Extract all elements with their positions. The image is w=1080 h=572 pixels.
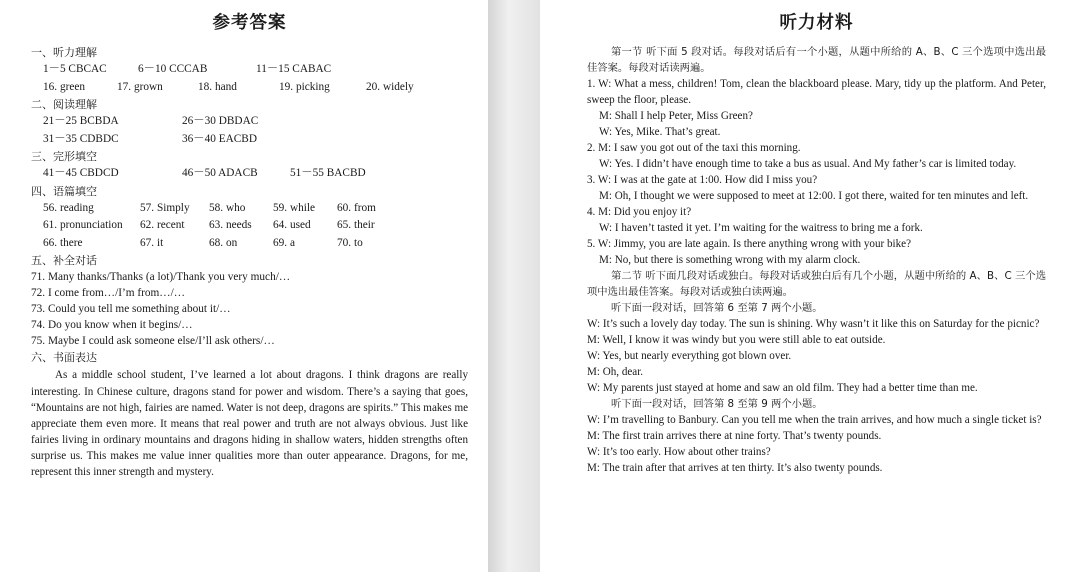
answer-item: 57. Simply — [140, 201, 190, 214]
part1-instructions: 第一节 听下面 5 段对话。每段对话后有一个小题，从题中所给的 A、B、C 三个选项中选出最佳答案。每段对话读两遍。 — [587, 46, 1046, 74]
answer-item: 65. their — [337, 219, 375, 231]
answer-row — [31, 235, 468, 253]
answer-item: 21－25 BCBDA — [43, 115, 119, 127]
answer-row — [31, 217, 468, 235]
answer-row — [31, 61, 468, 79]
answer-row — [31, 165, 468, 183]
answer-item: 62. recent — [140, 219, 185, 231]
question-group-intro: 听下面一段对话，回答第 6 至第 7 两个小题。 — [611, 302, 823, 314]
section-heading-writing: 六、书面表达 — [31, 351, 97, 365]
answer-key-page — [0, 0, 488, 572]
answer-item: 60. from — [337, 201, 376, 214]
answer-item: 70. to — [337, 236, 363, 249]
answer-item: 6－10 CCCAB — [138, 63, 208, 75]
script-line: W: I haven’t tasted it yet. I’m waiting for the waitress to bring me a fork. — [599, 222, 923, 234]
script-line: M: No, but there is something wrong with my alarm clock. — [599, 254, 861, 266]
script-line: M: Well, I know it was windy but you were still able to eat outside. — [587, 334, 886, 346]
page-gutter — [488, 0, 540, 572]
answer-item: 17. grown — [117, 80, 163, 93]
section-heading-cloze: 三、完形填空 — [31, 150, 97, 163]
answer-item: 16. green — [43, 80, 86, 93]
answer-item: 19. picking — [279, 80, 330, 93]
answer-item: 67. it — [140, 236, 164, 249]
script-line: W: I’m travelling to Banbury. Can you tell me when the train arrives, and how much a single ticket is? — [587, 414, 1042, 426]
answer-item: 46－50 ADACB — [182, 167, 258, 179]
answer-row — [31, 200, 468, 218]
section-heading-reading: 二、阅读理解 — [31, 98, 97, 111]
answer-item: 56. reading — [43, 201, 94, 214]
answer-item: 11－15 CABAC — [256, 63, 332, 75]
answer-item: 68. on — [209, 236, 238, 249]
answer-row — [31, 79, 468, 97]
script-line: M: The first train arrives there at nine forty. That’s twenty pounds. — [587, 430, 882, 442]
answer-item: 20. widely — [366, 80, 414, 93]
answer-item: 51－55 BACBD — [290, 167, 366, 179]
script-line: W: Yes, but nearly everything got blown over. — [587, 350, 792, 362]
dialogue-answer: 71. Many thanks/Thanks (a lot)/Thank you very much/… — [31, 271, 291, 283]
answer-item: 36－40 EACBD — [182, 132, 258, 145]
question-group-intro: 听下面一段对话，回答第 8 至第 9 两个小题。 — [611, 398, 823, 410]
essay-paragraph: As a middle school student, I’ve learned a lot about dragons. I think dragons are really interesting. In Chinese culture, dragons stand for power and wisdom. There’s a saying that goes, “Mountains are not high, fairies are named. Water is not deep, dragons are spirits.” This makes me appreciate them even more. It means that real power and truth are not always obvious. Just like fairies living in ordinary mountains and dragons hiding in shallow waters, hidden strengths often surprise us. This makes me value inner qualities more than outer appearance. Dragons, for me, represent this inner strength and mystery. — [31, 369, 468, 479]
answer-item: 66. there — [43, 236, 83, 249]
dialogue-answer: 73. Could you tell me something about it/… — [31, 303, 231, 316]
answer-row — [31, 113, 468, 131]
script-line: 4. M: Did you enjoy it? — [587, 206, 692, 218]
script-line: M: The train after that arrives at ten thirty. It’s also twenty pounds. — [587, 462, 883, 474]
answer-item: 61. pronunciation — [43, 219, 123, 231]
page-title: 听力材料 — [779, 13, 854, 33]
dialogue-answer: 75. Maybe I could ask someone else/I’ll ask others/… — [31, 335, 275, 348]
script-line: W: It’s too early. How about other trains? — [587, 446, 771, 458]
script-line: 2. M: I saw you got out of the taxi this morning. — [587, 142, 801, 154]
answer-item: 63. needs — [209, 219, 252, 231]
answer-row — [31, 131, 468, 149]
script-line: M: Shall I help Peter, Miss Green? — [599, 110, 753, 122]
script-line: 1. W: What a mess, children! Tom, clean the blackboard please. Mary, tidy up the platform. And Peter, sweep the floor, please. — [587, 78, 1046, 106]
script-line: W: My parents just stayed at home and saw an old film. They had a better time than me. — [587, 382, 978, 394]
script-line: M: Oh, dear. — [587, 366, 644, 378]
page-title: 参考答案 — [212, 13, 287, 33]
answer-item: 59. while — [273, 201, 316, 214]
answer-item: 69. a — [273, 236, 295, 249]
section-heading-dialogue: 五、补全对话 — [31, 254, 97, 267]
answer-item: 18. hand — [198, 80, 237, 93]
part2-instructions: 第二节 听下面几段对话或独白。每段对话或独白后有几个小题，从题中所给的 A、B、C 三个选项中选出最佳答案。每段对话或独白读两遍。 — [587, 270, 1046, 298]
answer-item: 64. used — [273, 219, 311, 231]
dialogue-answer: 72. I come from…/I’m from…/… — [31, 287, 186, 300]
answer-item: 31－35 CDBDC — [43, 132, 119, 145]
script-line: W: Yes. I didn’t have enough time to take a bus as usual. And My father’s car is limited today. — [599, 158, 1017, 170]
script-line: W: Yes, Mike. That’s great. — [599, 126, 721, 138]
answer-item: 1－5 CBCAC — [43, 63, 107, 75]
script-line: M: Oh, I thought we were supposed to meet at 12:00. I got there, waited for ten minutes and left. — [599, 190, 1029, 202]
script-line: W: It’s such a lovely day today. The sun is shining. Why wasn’t it like this on Saturday for the picnic? — [587, 318, 1040, 330]
script-line: 3. W: I was at the gate at 1:00. How did I miss you? — [587, 174, 818, 186]
dialogue-answer: 74. Do you know when it begins/… — [31, 319, 193, 332]
listening-script-page — [540, 0, 1080, 572]
script-line: 5. W: Jimmy, you are late again. Is there anything wrong with your bike? — [587, 238, 911, 250]
section-heading-listening: 一、听力理解 — [31, 46, 97, 59]
answer-item: 41－45 CBDCD — [43, 167, 119, 179]
sample-essay — [31, 367, 468, 480]
answer-item: 58. who — [209, 201, 246, 214]
answer-item: 26－30 DBDAC — [182, 115, 259, 127]
section-heading-passage-fill: 四、语篇填空 — [31, 184, 97, 198]
